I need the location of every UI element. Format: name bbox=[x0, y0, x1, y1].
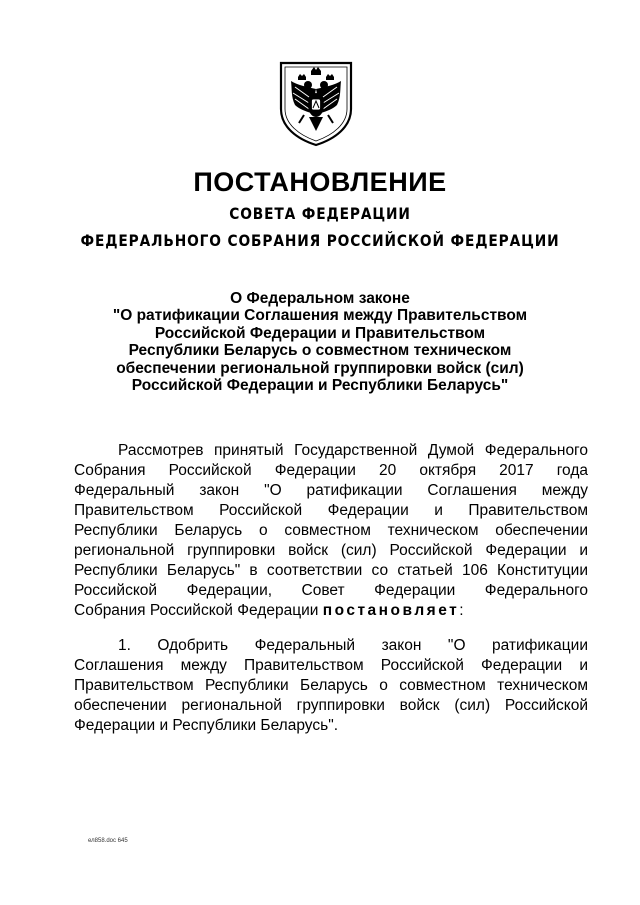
body-line: Собрания Российской Федерации 20 октября 2017 года bbox=[74, 462, 588, 479]
body-line: Республики Беларусь о совместном техническом обеспечении bbox=[74, 522, 588, 539]
decree-word: постановляет bbox=[322, 602, 460, 619]
body-line: 1. Одобрить Федеральный закон "О ратификации bbox=[118, 637, 588, 654]
decree-colon: : bbox=[459, 602, 464, 619]
body-line: Соглашения между Правительством Российской Федерации и bbox=[74, 657, 588, 674]
body-line: Федерации и Республики Беларусь". bbox=[74, 717, 339, 734]
body-line-final bbox=[74, 601, 588, 620]
subject-line: обеспечении региональной группировки войск (сил) bbox=[116, 359, 524, 377]
document-subject bbox=[60, 290, 580, 394]
issuer-line-1: СОВЕТА ФЕДЕРАЦИИ bbox=[229, 204, 411, 223]
subject-line: Российской Федерации и Республики Беларусь" bbox=[131, 377, 509, 395]
body-line: Рассмотрев принятый Государственной Думой Федерального bbox=[118, 442, 588, 459]
issuer-line-2: ФЕДЕРАЛЬНОГО СОБРАНИЯ РОССИЙСКОЙ ФЕДЕРАЦИИ bbox=[80, 231, 560, 250]
subject-line: Республики Беларусь о совместном техническом bbox=[128, 342, 512, 360]
subject-line: "О ратификации Соглашения между Правительством bbox=[112, 307, 528, 325]
subject-line: Российской Федерации и Правительством bbox=[154, 324, 486, 342]
body-line: обеспечении региональной группировки войск (сил) Российской bbox=[74, 697, 588, 714]
body-line: Федеральный закон "О ратификации Соглашения между bbox=[74, 482, 588, 499]
file-reference: ел858.doc 645 bbox=[88, 838, 128, 844]
russian-coat-of-arms-icon bbox=[271, 57, 361, 147]
subject-line: О Федеральном законе bbox=[230, 290, 410, 307]
document-title: ПОСТАНОВЛЕНИЕ bbox=[193, 167, 447, 197]
body-line-text: Собрания Российской Федерации bbox=[74, 602, 319, 619]
body-line: Российской Федерации, Совет Федерации Федерального bbox=[74, 582, 588, 599]
body-line: региональной группировки войск (сил) Российской Федерации и bbox=[74, 542, 588, 559]
body-line: Республики Беларусь" в соответствии со статьей 106 Конституции bbox=[74, 562, 588, 579]
body-line: Правительством Российской Федерации и Правительством bbox=[74, 502, 588, 519]
body-line: Правительством Республики Беларусь о совместном техническом bbox=[74, 677, 588, 694]
